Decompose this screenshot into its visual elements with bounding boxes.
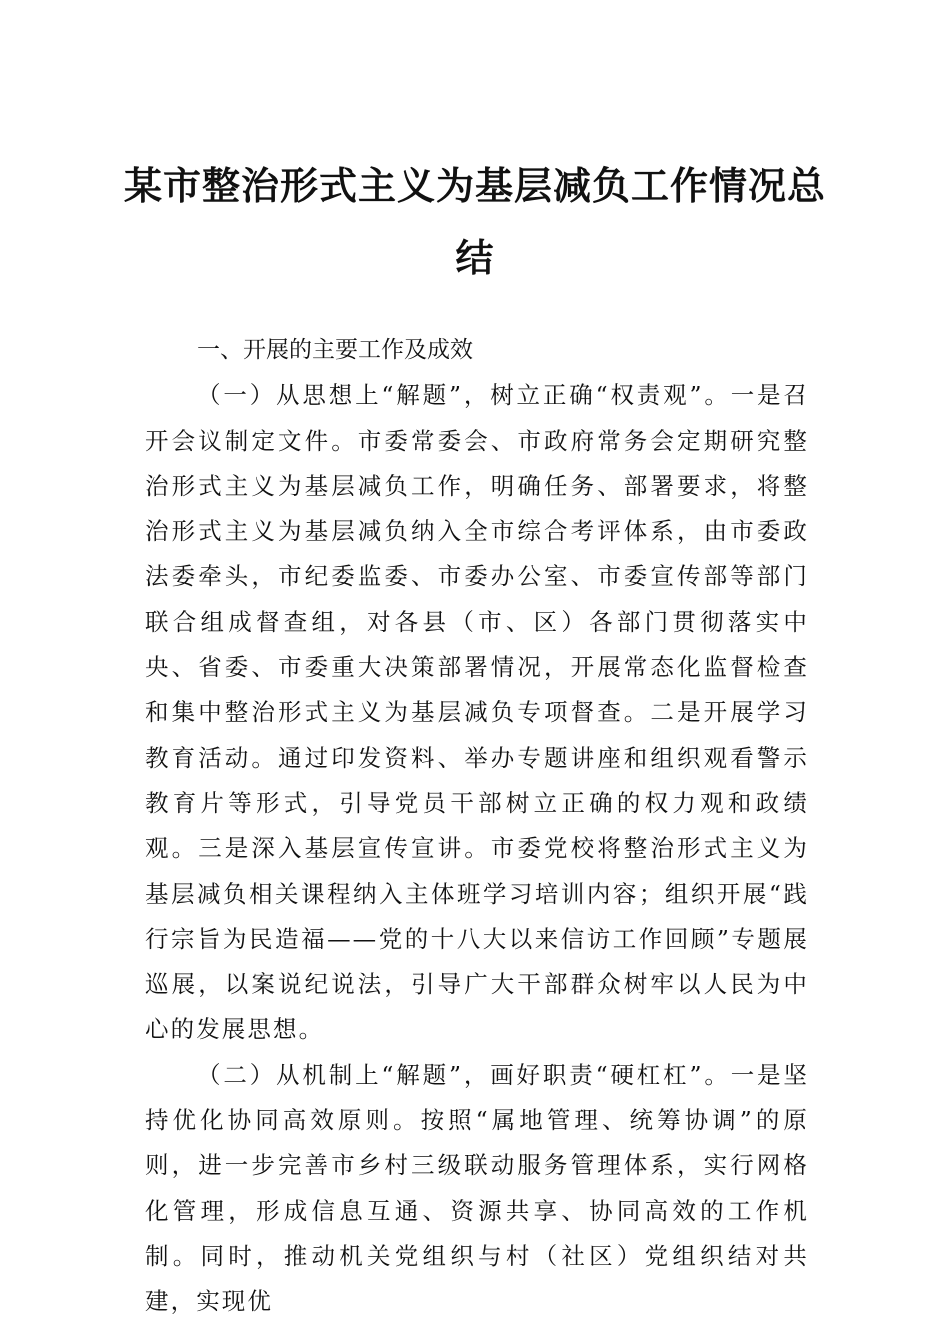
document-title: 某市整治形式主义为基层减负工作情况总结 xyxy=(123,163,826,280)
section-heading: 一、开展的主要工作及成效 xyxy=(197,337,473,363)
paragraph-2: （二）从机制上“解题”，画好职责“硬杠杠”。一是坚持优化协同高效原则。按照“属地管理、统筹协调”的原则，进一步完善市乡村三级联动服务管理体系，实行网格化管理，形成信息互通、资源共享、协同高效的工作机制。同时，推动机关党组织与村（社区）党组织结对共建，实现优 xyxy=(145,1060,809,1316)
document-body xyxy=(145,328,809,1325)
paragraph-1: （一）从思想上“解题”，树立正确“权责观”。一是召开会议制定文件。市委常委会、市政府常务会定期研究整治形式主义为基层减负工作，明确任务、部署要求，将整治形式主义为基层减负纳入全市综合考评体系，由市委政法委牵头，市纪委监委、市委办公室、市委宣传部等部门联合组成督查组，对各县（市、区）各部门贯彻落实中央、省委、市委重大决策部署情况，开展常态化监督检查和集中整治形式主义为基层减负专项督查。二是开展学习教育活动。通过印发资料、举办专题讲座和组织观看警示教育片等形式，引导党员干部树立正确的权力观和政绩观。三是深入基层宣传宣讲。市委党校将整治形式主义为基层减负相关课程纳入主体班学习培训内容；组织开展“践行宗旨为民造福——党的十八大以来信访工作回顾”专题展巡展，以案说纪说法，引导广大干部群众树牢以人民为中心的发展思想。 xyxy=(145,381,809,1044)
